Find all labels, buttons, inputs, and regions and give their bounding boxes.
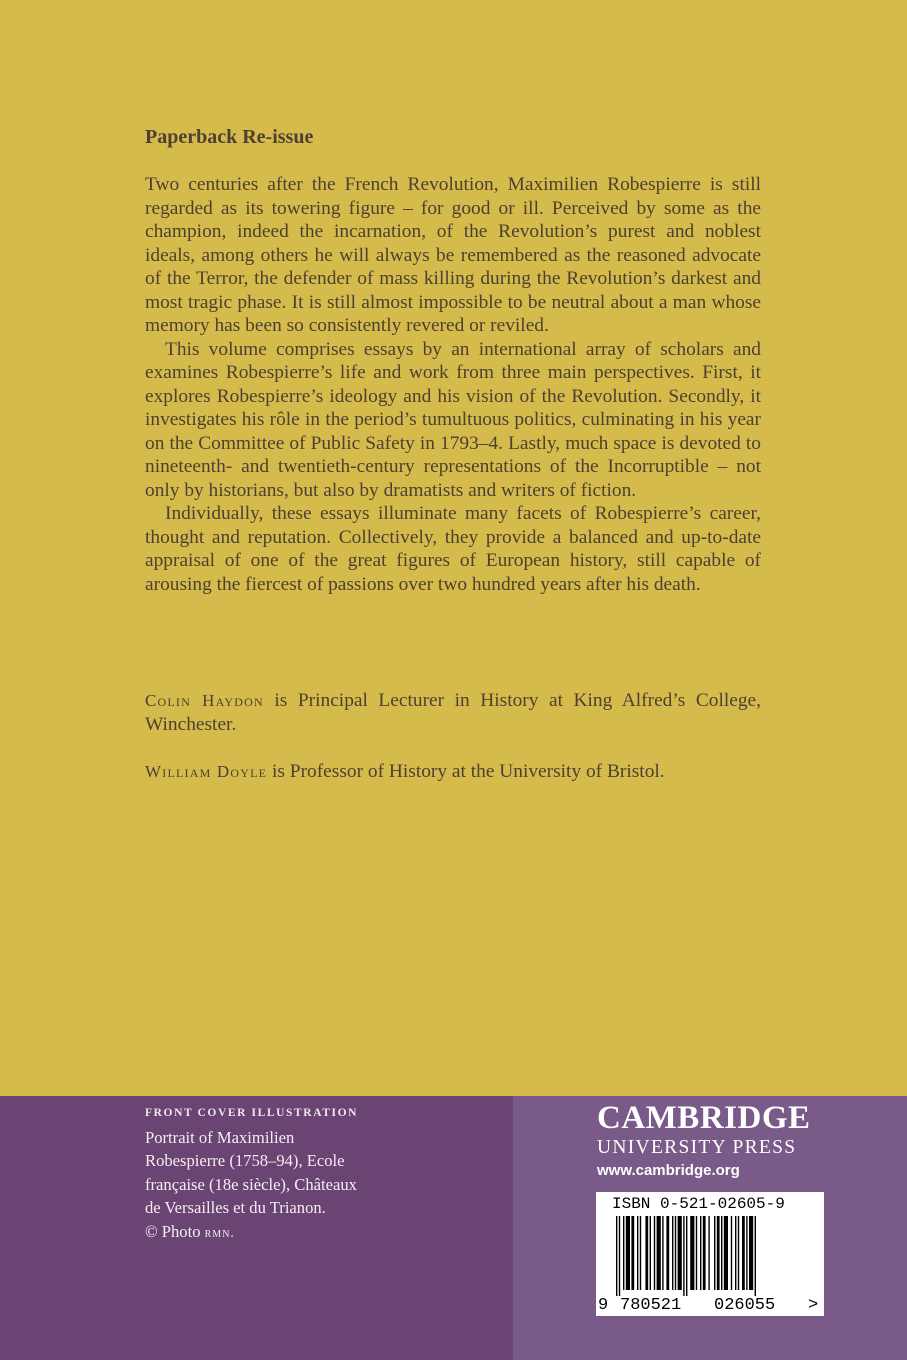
cover-illustration-caption [145,1126,395,1245]
barcode-bar [686,1216,687,1296]
barcode-bar [731,1216,732,1290]
barcode-bar [640,1216,641,1290]
caption-line: de Versailles et du Trianon. [145,1198,326,1218]
caption-line: française (18e siècle), Châteaux [145,1174,357,1194]
barcode-bar [637,1216,638,1290]
barcode-bar [724,1216,728,1290]
barcode-bar [631,1216,634,1290]
barcode-bar [650,1216,651,1290]
barcode-bar [690,1216,694,1290]
barcode-bar [616,1216,617,1296]
barcode-image [596,1192,824,1316]
barcode-bar [654,1216,655,1290]
blurb-paragraph: Two centuries after the French Revolution, Maximilien Robespierre is still regarded as its towering figure – for good or ill. Perceived by some as the champion, indeed the incarnation, of the Revolution’s purest and noblest ideals, among others he will always be remembered as the reasoned advocate of the Terror, the defender of mass killing during the Revolution’s darkest and most tragic phase. It is still almost impossible to be neutral about a man whose memory has been so consistently revered or reviled. [145,174,761,336]
barcode-bar [623,1216,624,1290]
barcode-bar [672,1216,673,1290]
barcode-panel [596,1192,824,1316]
barcode-bar [714,1216,715,1290]
ean-left-digits: 780521 [620,1296,682,1315]
barcode-bar [742,1216,745,1290]
barcode-bar [626,1216,630,1290]
editor-name: William Doyle [145,762,268,781]
editor-bio [145,760,761,784]
barcode-bar [657,1216,661,1290]
barcode-bar [678,1216,682,1290]
photo-credit [145,1220,395,1245]
cover-illustration-label: FRONT COVER ILLUSTRATION [145,1107,359,1119]
editor-bio-text: is Principal Lecturer in History at King Alfred’s College, Winchester. [145,690,762,735]
caption-line: Robespierre (1758–94), Ecole [145,1151,345,1171]
barcode-bar [700,1216,701,1290]
publisher-logo-name: CAMBRIDGE [597,1100,811,1136]
barcode-bar [675,1216,676,1290]
publisher-url: www.cambridge.org [597,1162,740,1179]
barcode-bar [746,1216,747,1290]
ean-right-digits: 026055 [714,1296,776,1315]
barcode-bar [666,1216,669,1290]
ean-first-digit: 9 [598,1296,609,1315]
ean-quiet-mark: > [808,1296,819,1315]
barcode-bar [708,1216,709,1290]
barcode-bar [619,1216,620,1296]
blurb-text [145,173,761,596]
blurb-paragraph: This volume comprises essays by an international array of scholars and examines Robespierre’s life and work from three main perspectives. First, it explores Robespierre’s ideology and his vision of the Revolution. Secondly, it investigates his rôle in the period’s tumultuous politics, culminating in his year on the Committee of Public Safety in 1793–4. Lastly, much space is devoted to nineteenth- and twentieth-century representations of the Incorruptible – not only by historians, but also by dramatists and writers of fiction. [145,338,761,501]
reissue-heading: Paperback Re-issue [145,126,314,148]
editor-bio [145,689,761,736]
isbn-text: ISBN 0-521-02605-9 [612,1195,785,1213]
barcode-bar [683,1216,684,1296]
barcode-bar [717,1216,720,1290]
barcode-bar [696,1216,697,1290]
editor-bio-text: is Professor of History at the University of Bristol. [267,761,665,782]
barcode-bar [645,1216,648,1290]
barcode-bar [738,1216,739,1290]
caption-line: Portrait of Maximilien [145,1128,295,1147]
photo-credit-prefix: © Photo [145,1221,205,1241]
barcode-bar [703,1216,706,1290]
photo-credit-agency: rmn. [204,1225,235,1241]
barcode-bar [721,1216,722,1290]
barcode-bar [755,1216,756,1296]
barcode-bar [662,1216,663,1290]
editor-name: Colin Haydon [145,691,264,710]
publisher-logo-subname: UNIVERSITY PRESS [597,1137,797,1158]
barcode-bar [735,1216,736,1290]
barcode-bars [616,1216,756,1296]
blurb-paragraph: Individually, these essays illuminate many facets of Robespierre’s career, thought and reputation. Collectively, they provide a balanced and up-to-date appraisal of one of the great figures of European history, still capable of arousing the fiercest of passions over two hundred years after his death. [145,503,761,595]
barcode-bar [749,1216,753,1290]
